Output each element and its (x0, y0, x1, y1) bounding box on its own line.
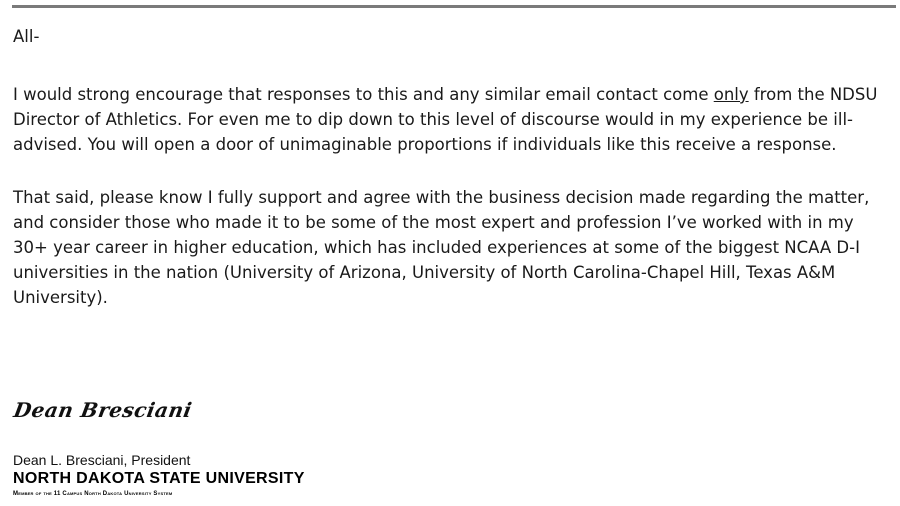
emphasis-only: only (713, 85, 749, 104)
paragraph-1-end: from the NDSU Director of Athletics. For even me to dip down to this level of discourse would in my experience be ill-advised. You will open a door of unimaginable proportions if individuals like this receive a response. (13, 85, 878, 154)
university-system-line: Member of the 11 Campus North Dakota University System (13, 491, 173, 497)
greeting: All- (13, 27, 40, 46)
paragraph-1-start: I would strong encourage that responses to this and any similar email contact come (13, 85, 714, 104)
paragraph-1 (13, 82, 888, 157)
paragraph-2: That said, please know I fully support and agree with the business decision made regarding the matter, and consider those who made it to be some of the most expert and profession I’ve worked with in my 30+ year career in higher education, which has included experiences at some of the biggest NCAA D-I universities in the nation (University of Arizona, University of North Carolina-Chapel Hill, Texas A&M University). (13, 188, 870, 307)
university-name: NORTH DAKOTA STATE UNIVERSITY (13, 470, 305, 487)
letter-body (13, 24, 888, 310)
signatory-name-title: Dean L. Bresciani, President (13, 452, 191, 468)
handwritten-signature: Dean Bresciani (11, 398, 194, 422)
top-rule (12, 5, 896, 8)
